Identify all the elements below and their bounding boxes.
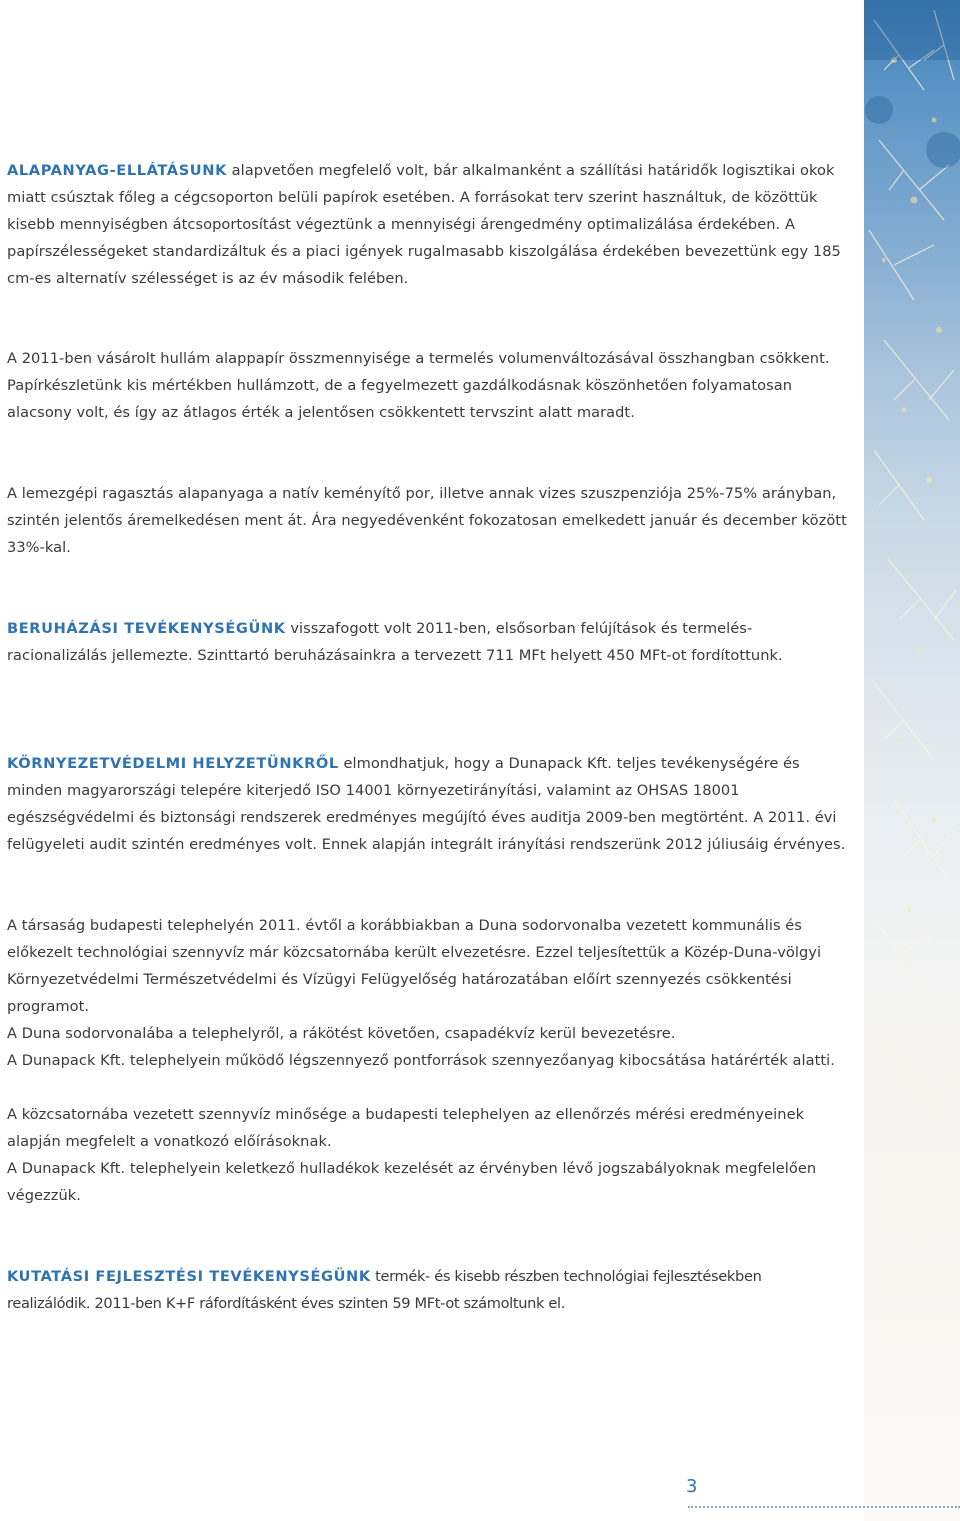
paragraph-alapanyag <box>7 157 847 292</box>
section-heading-beruhazasi: BERUHÁZÁSI TEVÉKENYSÉGÜNK <box>7 620 286 637</box>
paragraph-hullam <box>7 345 847 426</box>
frost-pattern-icon <box>864 0 960 1521</box>
paragraph-text: A közcsatornába vezetett szennyvíz minősége a budapesti telephelyen az ellenőrzés mérési eredményeinek alapján megfelelt a vonatkozó előírásoknak. <box>7 1106 805 1150</box>
paragraph-kozcsatorna <box>7 1101 847 1155</box>
paragraph-text: visszafogott volt 2011-ben, elsősorban felújítások és termelés-racionalizálás jellemezte. Szinttartó beruházásainkra a tervezett 711 MFt helyett 450 MFt-ot fordítottunk. <box>7 620 783 664</box>
paragraph-text: A Dunapack Kft. telephelyein keletkező hulladékok kezelését az érvényben lévő jogszabályoknak megfelelően végezzük. <box>7 1160 817 1204</box>
section-heading-alapanyag: ALAPANYAG-ELLÁTÁSUNK <box>7 162 227 179</box>
section-heading-kornyezet: KÖRNYEZETVÉDELMI HELYZETÜNKRŐL <box>7 755 339 772</box>
paragraph-beruhazasi <box>7 615 847 669</box>
page-number: 3 <box>686 1476 698 1497</box>
dotted-rule <box>688 1506 960 1508</box>
paragraph-duna <box>7 1020 847 1047</box>
paragraph-text: A Duna sodorvonalába a telephelyről, a rákötést követően, csapadékvíz kerül bevezetésre. <box>7 1025 676 1042</box>
paragraph-text: A társaság budapesti telephelyén 2011. évtől a korábbiakban a Duna sodorvonalba vezetett kommunális és előkezelt technológiai szennyvíz már közcsatornába került elvezetésre. Ezzel teljesítettük a Közép-Duna-völgyi Környezetvédelmi Természetvédelmi és Vízügyi Felügyelőség határozatában előírt szennyezés csökkentési programot. <box>7 917 822 1015</box>
paragraph-lemezgepi <box>7 480 847 561</box>
paragraph-hulladek <box>7 1155 847 1209</box>
frost-crystal-image <box>864 0 960 1521</box>
paragraph-text: elmondhatjuk, hogy a Dunapack Kft. teljes tevékenységére és minden magyarországi telepére kiterjedő ISO 14001 környezetirányítási, valamint az OHSAS 18001 egészségvédelmi és biztonsági rendszerek eredményes megújító éves auditja 2009-ben megtörtént. A 2011. évi felügyeleti audit szintén eredményes volt. Ennek alapján integrált irányítási rendszerünk 2012 júliusáig érvényes. <box>7 755 846 853</box>
paragraph-text: alapvetően megfelelő volt, bár alkalmanként a szállítási határidők logisztikai okok miatt csúsztak főleg a cégcsoporton belüli papírok esetében. A forrásokat terv szerint használtuk, de közöttük kisebb mennyiségben átcsoportosítást végeztünk a mennyiségi árengedmény optimalizálása érdekében. A papírszélességeket standardizáltuk és a piaci igények rugalmasabb kiszolgálása érdekében bevezettünk egy 185 cm-es alternatív szélességet is az év második felében. <box>7 162 841 287</box>
paragraph-budapest <box>7 912 847 1020</box>
paragraph-text: termék- és kisebb részben technológiai fejlesztésekben realizálódik. 2011-ben K+F ráfordításként éves szinten 59 MFt-ot számoltunk el. <box>7 1268 762 1312</box>
paragraph-legszennyezo <box>7 1047 847 1074</box>
paragraph-kutatasi <box>7 1263 847 1317</box>
paragraph-text: A lemezgépi ragasztás alapanyaga a natív keményítő por, illetve annak vizes szuszpenziója 25%-75% arányban, szintén jelentős áremelkedésen ment át. Ára negyedévenként fokozatosan emelkedett január és december között 33%-kal. <box>7 485 847 556</box>
paragraph-kornyezet <box>7 750 847 858</box>
paragraph-text: A 2011-ben vásárolt hullám alappapír összmennyisége a termelés volumenváltozásával összhangban csökkent. Papírkészletünk kis mértékben hullámzott, de a fegyelmezett gazdálkodásnak köszönhetően folyamatosan alacsony volt, és így az átlagos érték a jelentősen csökkentett tervszint alatt maradt. <box>7 350 830 421</box>
section-heading-kutatasi: KUTATÁSI FEJLESZTÉSI TEVÉKENYSÉGÜNK <box>7 1268 371 1285</box>
paragraph-text: A Dunapack Kft. telephelyein működő légszennyező pontforrások szennyezőanyag kibocsátása határérték alatti. <box>7 1052 835 1069</box>
